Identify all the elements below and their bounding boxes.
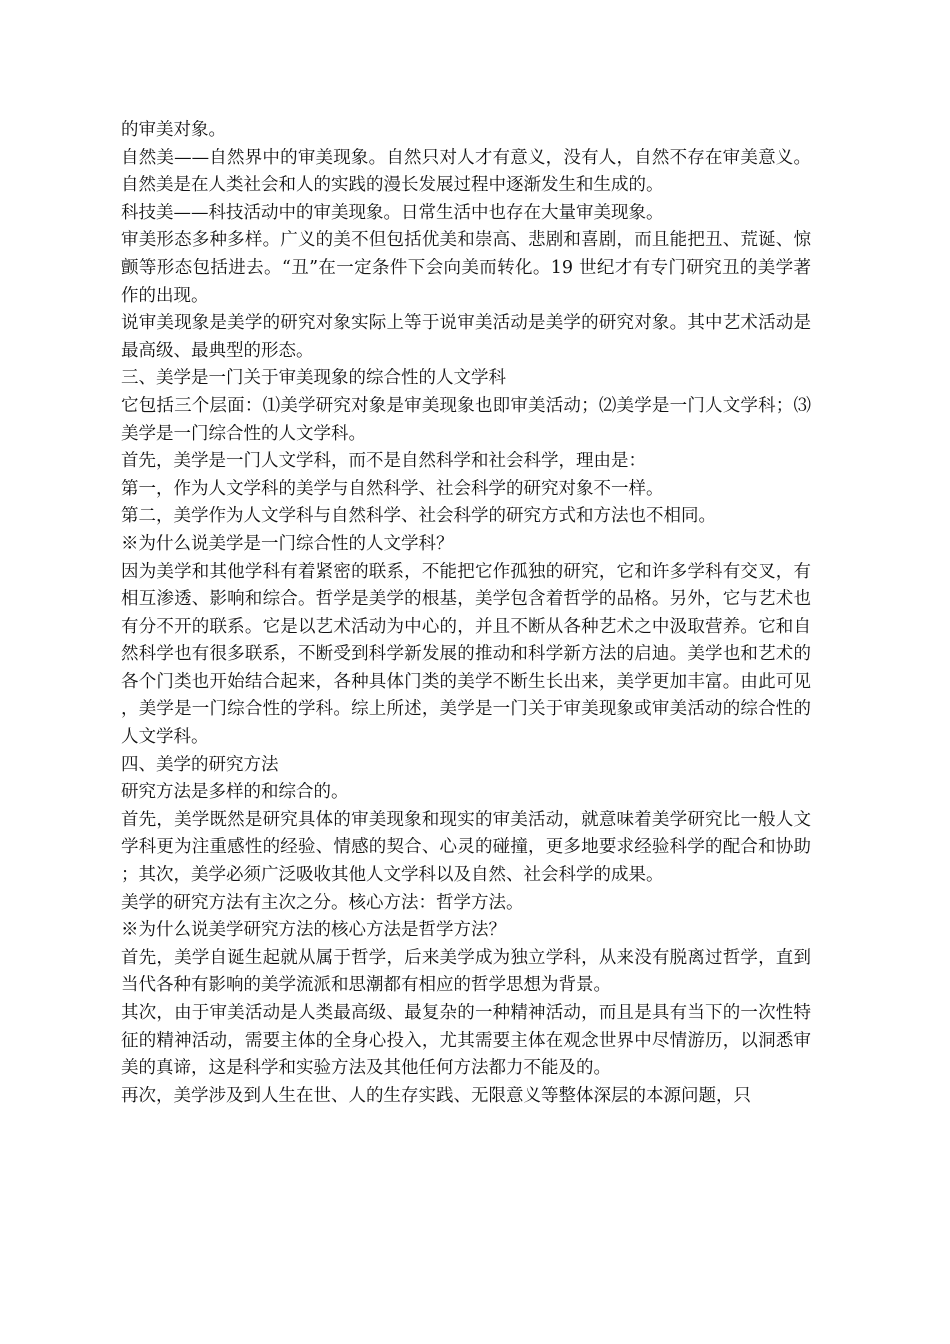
paragraph-three-levels: 它包括三个层面：⑴美学研究对象是审美现象也即审美活动；⑵美学是一门人文学科；⑶美学是一门综合性的人文学科。 [121, 395, 811, 444]
paragraph-tech-beauty: 科技美——科技活动中的审美现象。日常生活中也存在大量审美现象。 [121, 202, 664, 223]
document-body [121, 117, 811, 1110]
paragraph-aesthetic-activity: 说审美现象是美学的研究对象实际上等于说审美活动是美学的研究对象。其中艺术活动是最高级、最典型的形态。 [121, 313, 811, 361]
question-comprehensive: ※为什么说美学是一门综合性的人文学科？ [121, 533, 454, 554]
question-philosophy-method: ※为什么说美学研究方法的核心方法是哲学方法？ [121, 920, 506, 941]
paragraph-comprehensive-answer: 因为美学和其他学科有着紧密的联系，不能把它作孤独的研究，它和许多学科有交叉，有相互渗透、影响和综合。哲学是美学的根基，美学包含着哲学的品格。另外，它与艺术也有分不开的联系。它是以艺术活动为中心的，并且不断从各种艺术之中汲取营养。它和自然科学也有很多联系，不断受到科学新发展的推动和科学新方法的启迪。美学也和艺术的各个门类也开始结合起来，各种具体门类的美学不断生长出来，美学更加丰富。由此可见，美学是一门综合性的学科。综上所述，美学是一门关于审美现象或审美活动的综合性的人文学科。 [121, 561, 811, 748]
section-heading-four: 四、美学的研究方法 [121, 754, 279, 775]
paragraph-continuation: 的审美对象。 [121, 120, 226, 140]
paragraph-methods-diverse: 研究方法是多样的和综合的。 [121, 782, 349, 803]
section-heading-three: 三、美学是一门关于审美现象的综合性的人文学科 [121, 368, 506, 389]
paragraph-point-one: 第一，作为人文学科的美学与自然科学、社会科学的研究对象不一样。 [121, 478, 664, 499]
paragraph-natural-beauty: 自然美——自然界中的审美现象。自然只对人才有意义，没有人，自然不存在审美意义。自然美是在人类社会和人的实践的漫长发展过程中逐渐发生和生成的。 [121, 147, 811, 196]
paragraph-first-reason: 首先，美学是一门人文学科，而不是自然科学和社会科学，理由是： [121, 451, 646, 472]
paragraph-core-method: 美学的研究方法有主次之分。核心方法：哲学方法。 [121, 892, 524, 913]
paragraph-philosophy-second: 其次，由于审美活动是人类最高级、最复杂的一种精神活动，而且是具有当下的一次性特征的精神活动，需要主体的全身心投入，尤其需要主体在观念世界中尽情游历，以洞悉审美的真谛，这是科学和实验方法及其他任何方法都力不能及的。 [121, 1003, 811, 1079]
paragraph-point-two: 第二，美学作为人文学科与自然科学、社会科学的研究方式和方法也不相同。 [121, 506, 716, 527]
paragraph-methods-detail: 首先，美学既然是研究具体的审美现象和现实的审美活动，就意味着美学研究比一般人文学科更为注重感性的经验、情感的契合、心灵的碰撞，更多地要求经验科学的配合和协助；其次，美学必须广泛吸收其他人文学科以及自然、社会科学的成果。 [121, 809, 811, 886]
paragraph-philosophy-first: 首先，美学自诞生起就从属于哲学，后来美学成为独立学科，从来没有脱离过哲学，直到当代各种有影响的美学流派和思潮都有相应的哲学思想为背景。 [121, 947, 811, 996]
paragraph-philosophy-third: 再次，美学涉及到人生在世、人的生存实践、无限意义等整体深层的本源问题，只 [121, 1085, 751, 1106]
paragraph-aesthetic-forms: 审美形态多种多样。广义的美不但包括优美和崇高、悲剧和喜剧，而且能把丑、荒诞、惊颤等形态包括进去。“丑”在一定条件下会向美而转化。19 世纪才有专门研究丑的美学著作的出现。 [121, 230, 811, 306]
